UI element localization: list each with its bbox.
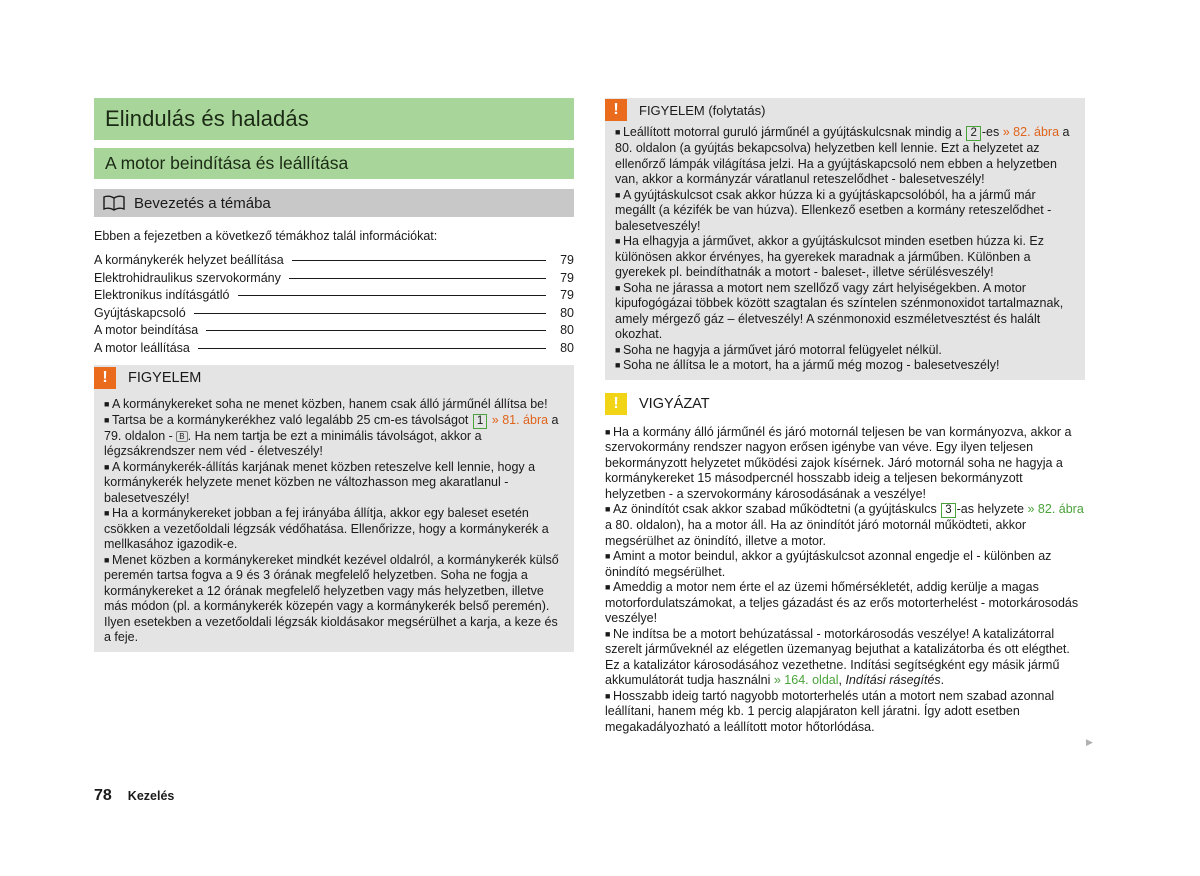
warning-icon: ! xyxy=(94,367,116,389)
warning-continued-title: FIGYELEM (folytatás) xyxy=(639,102,766,118)
figure-reference-link[interactable]: » 82. ábra xyxy=(1027,502,1084,516)
left-column xyxy=(94,98,574,652)
toc-item-page: 79 xyxy=(560,288,574,302)
caution-text: Ne indítsa be a motort behúzatással - motorkárosodás veszélye! A katalizátorral szerelt járműveknél az elégetlen üzemanyag bejuthat a katalizátorba és ott elégthet. Ez a katalizátor károsodásához vezethetne. Indítási segítségként egy másik jármű akkumulátorát tudja használni xyxy=(605,626,1070,687)
toc-item-page: 80 xyxy=(560,305,574,320)
toc-item-label: Elektronikus indításgátló xyxy=(94,288,230,302)
warning-icon: ! xyxy=(605,99,627,121)
chapter-name: Kezelés xyxy=(127,789,175,803)
warning-text: . Ha nem tartja be ezt a minimális távolságot, akkor a légzsákrendszer nem véd - életveszély! xyxy=(104,428,482,458)
book-icon xyxy=(103,195,125,211)
toc-item[interactable] xyxy=(94,287,574,305)
intro-heading-text: Bevezetés a témába xyxy=(134,194,271,212)
caution-item: ■ Ne indítsa be a motort behúzatással - motorkárosodás veszélye! A katalizátorral szerelt járműveknél az elégetlen üzemanyag bejuthat a katalizátorba és ott elégthet. Ez a katalizátor károsodásához vezethetne. Indítási segítségként egy másik jármű akkumulátorát tudja használni » 164. oldal, Indítási rásegítés. xyxy=(605,627,1085,689)
toc-item-label: A motor leállítása xyxy=(94,340,190,355)
warning-text: Leállított motorral guruló járműnél a gyújtáskulcsnak mindig a xyxy=(622,125,962,139)
page-footer xyxy=(94,787,174,805)
page-number: 78 xyxy=(94,787,112,804)
toc-item-page: 80 xyxy=(560,323,574,337)
caution-item: ■ Ameddig a motor nem érte el az üzemi hőmérsékletét, addig kerülje a magas motorfordulatszámokat, a teljes gázadást és az erős motorterhelést - motorkárosodás veszélye! xyxy=(605,580,1085,627)
position-number: 1 xyxy=(473,414,487,429)
intro-heading xyxy=(94,189,574,217)
warning-item xyxy=(615,125,1075,188)
caution-text: a 80. oldalon), ha a motor áll. Ha az önindítót járó motornál működteti, akkor megsérülhet az önindító, illetve a motor. xyxy=(605,518,1027,548)
figure-reference-link[interactable]: » 82. ábra xyxy=(1002,125,1060,139)
warning-text: -es xyxy=(981,125,1000,139)
figure-letter-badge: B xyxy=(176,431,187,442)
toc-item[interactable] xyxy=(94,252,574,270)
warning-title: FIGYELEM xyxy=(128,370,202,386)
section-heading-text: A motor beindítása és leállítása xyxy=(105,153,349,173)
warning-item: ■ A gyújtáskulcsot csak akkor húzza ki a gyújtáskapcsolóból, ha a jármű már megállt (a kézifék be van húzva). Ellenkező esetben a kormány reteszelődhet - balesetveszély! xyxy=(615,188,1075,235)
toc-item-page: 79 xyxy=(560,253,574,267)
intro-text: Ebben a fejezetben a következő témákhoz talál információkat: xyxy=(94,229,438,243)
warning-item: ■ A kormánykerék-állítás karjának menet közben reteszelve kell lennie, hogy a kormánykerék helyzete menet közben ne változhasson meg akaratlanul - balesetveszély! xyxy=(104,460,564,507)
warning-continued-body xyxy=(605,122,1085,380)
page-reference-link[interactable]: » 164. oldal xyxy=(773,673,839,687)
chapter-heading xyxy=(94,98,574,140)
chapter-heading-text: Elindulás és haladás xyxy=(105,106,309,131)
toc-item[interactable] xyxy=(94,305,574,323)
section-reference: Indítási rásegítés xyxy=(845,673,941,687)
caution-title: VIGYÁZAT xyxy=(639,395,710,412)
caution-text: Az önindítót csak akkor szabad működtetni (a gyújtáskulcs xyxy=(612,502,937,516)
table-of-contents xyxy=(94,252,574,357)
caution-text: -as helyzete xyxy=(956,502,1025,516)
warning-item xyxy=(104,413,564,460)
toc-item[interactable] xyxy=(94,340,574,358)
position-number: 2 xyxy=(966,126,980,141)
toc-item-label: Gyújtáskapcsoló xyxy=(94,305,186,320)
caution-header xyxy=(605,391,1085,417)
warning-header xyxy=(94,365,574,391)
warning-item: ■ Soha ne állítsa le a motort, ha a jármű még mozog - balesetveszély! xyxy=(615,358,1075,374)
caution-icon: ! xyxy=(605,393,627,415)
warning-item: ■ Menet közben a kormánykereket mindkét kezével oldalról, a kormánykerék külső peremén tartsa fogva a 9 és 3 órának megfelelő helyzetben. Soha ne fogja a kormánykereket a 12 órának megfelelő helyzetben vagy más helyzetben, illetve más módon (pl. a kormánykerék közepén vagy a kormánykerék belső peremén). Ilyen esetekben a vezetőoldali légzsák kioldásakor megsérülhet a karja, a keze és a feje. xyxy=(104,553,564,646)
warning-continued-box xyxy=(605,98,1085,380)
warning-continued-header xyxy=(605,98,1085,122)
caution-body xyxy=(605,425,1085,736)
toc-item[interactable] xyxy=(94,322,574,340)
caution-item: ■ Hosszabb ideig tartó nagyobb motorterhelés után a motort nem szabad azonnal leállítani, hanem még kb. 1 percig alapjáraton kell járatni. Így adott esetben megakadályozható a leállított motor hőtorlódása. xyxy=(605,689,1085,736)
toc-item-label: A motor beindítása xyxy=(94,323,199,337)
caution-item: ■ Amint a motor beindul, akkor a gyújtáskulcsot azonnal engedje el - különben az önindító megsérülhet. xyxy=(605,549,1085,580)
warning-item: ■ Ha elhagyja a járművet, akkor a gyújtáskulcsot minden esetben húzza ki. Ez különösen akkor érvényes, ha gyerekek maradnak a járműben. Különben a gyerekek pl. beindíthatnák a motort - baleset-, illetve sérülésveszély! xyxy=(615,234,1075,281)
warning-item: ■ Ha a kormánykereket jobban a fej irányába állítja, akkor egy baleset esetén csökken a vezetőoldali légzsák védőhatása. Ellenőrizze, hogy a kormánykerék a mellkasához igazodik-e. xyxy=(104,506,564,553)
warning-box xyxy=(94,365,574,652)
warning-text: a 80. oldalon (a gyújtás bekapcsolva) helyzetben kell lennie. Ezt a helyzetet az ellenőrző lámpák világítása jelzi. Ha a gyújtáskapcsoló nem ebben a helyzetben van, akkor a kormányzár váratlanul reteszelődhet - balesetveszély! xyxy=(615,125,1070,186)
toc-item[interactable] xyxy=(94,270,574,288)
toc-item-label: Elektrohidraulikus szervokormány xyxy=(94,270,281,285)
warning-text: a 79. oldalon - xyxy=(104,412,559,443)
caution-item: ■ Ha a kormány álló járműnél és járó motornál teljesen be van kormányozva, akkor a szervokormány rendszer nagyon erősen igénybe van véve. Egy ilyen teljesen bekormányzott helyzetet működési zajok kísérnek. Járó motornál soha ne hagyja a kormánykereket 15 másodpercnél hosszabb ideig a teljesen bekormányzott helyzetben - a szervokormány károsodásának a veszélye! xyxy=(605,425,1085,503)
figure-reference-link[interactable]: » 81. ábra xyxy=(491,412,549,427)
position-number: 3 xyxy=(941,503,955,518)
section-heading xyxy=(94,148,574,179)
caution-section xyxy=(605,391,1085,736)
toc-item-page: 80 xyxy=(560,340,574,355)
caution-item xyxy=(605,502,1085,549)
toc-item-label: A kormánykerék helyzet beállítása xyxy=(94,253,284,267)
continue-arrow-icon: ▶ xyxy=(1086,737,1093,747)
warning-item: ■ A kormánykereket soha ne menet közben, hanem csak álló járműnél állítsa be! xyxy=(104,397,564,413)
toc-item-page: 79 xyxy=(560,270,574,285)
warning-text: Tartsa be a kormánykerékhez való legalább 25 cm-es távolságot xyxy=(111,412,469,427)
warning-body xyxy=(94,391,574,652)
warning-item: ■ Soha ne járassa a motort nem szellőző vagy zárt helyiségekben. A motor kipufogógázai többek között szagtalan és színtelen szénmonoxidot tartalmaznak, amely mérgező gáz – életveszély! A szénmonoxid eszméletvesztést és halált okozhat. xyxy=(615,281,1075,343)
warning-item: ■ Soha ne hagyja a járművet járó motorral felügyelet nélkül. xyxy=(615,343,1075,359)
right-column xyxy=(605,98,1085,735)
